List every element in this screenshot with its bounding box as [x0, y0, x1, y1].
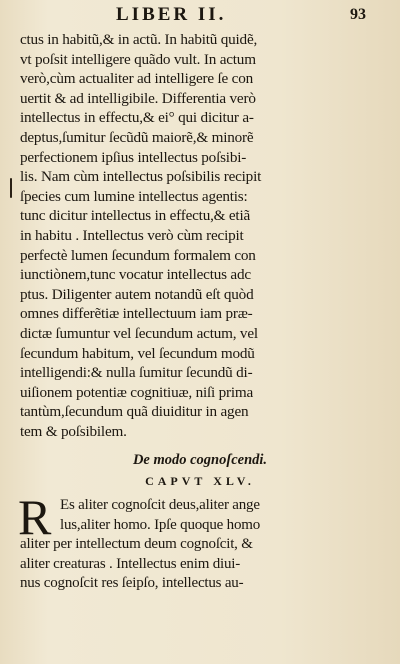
text-line: Es aliter cognoſcit deus,aliter ange	[60, 497, 260, 513]
margin-bracket-mark	[10, 178, 12, 198]
body-text	[20, 30, 375, 441]
text-line: nus cognoſcit res ſeipſo, intellectus au-	[20, 575, 244, 592]
text-line: ptus. Diligenter autem notandũ eſt quòd	[20, 285, 254, 303]
text-line: in habitu . Intellectus verò cùm recipit	[20, 226, 244, 244]
text-line: perfectionem ipſius intellectus poſsibi-	[20, 148, 247, 166]
text-line: perfectè lumen ſecundum formalem con	[20, 246, 256, 264]
text-line: iunctiònem,tunc vocatur intellectus adc	[20, 266, 251, 284]
text-line: omnes differẽtiæ intellectuum iam præ-	[20, 305, 253, 323]
running-title: LIBER II.	[116, 4, 227, 25]
closing-text	[20, 535, 380, 594]
section-heading: De modo cognoſcendi.	[132, 452, 268, 468]
text-line: deptus,ſumitur ſecũdũ maiorẽ,& minorẽ	[20, 128, 254, 146]
running-head	[36, 4, 366, 26]
text-line: uiſionem potentiæ cognitiuæ, niſi prima	[20, 383, 254, 401]
dropcap-text	[60, 496, 380, 535]
chapter-label: CAPVT XLV.	[145, 474, 255, 488]
text-line: vt poſsit intelligere quãdo vult. In actum	[20, 50, 256, 68]
text-line: tem & poſsibilem.	[20, 422, 127, 440]
text-line: aliter creaturas . Intellectus enim diui-	[20, 555, 241, 572]
text-line: dictæ ſumuntur vel ſecundum actum, vel	[20, 324, 258, 342]
text-line: ctus in habitũ,& in actũ. In habitũ quidẽ,	[20, 31, 258, 48]
text-line: tunc dicitur intellectus in effectu,& etiã	[20, 207, 251, 225]
drop-cap-initial: R	[18, 489, 52, 545]
text-line: lus,aliter homo. Ipſe quoque homo	[60, 516, 261, 533]
text-line: aliter per intellectum deum cognoſcit, &	[20, 536, 253, 552]
text-line: intelligendi:& nulla ſumitur ſecundũ di-	[20, 364, 253, 382]
text-line: verò,cùm actualiter ad intelligere ſe con	[20, 70, 253, 88]
text-line: ſecundum habitum, vel ſecundum modũ	[20, 344, 255, 362]
text-line: uertit & ad intelligibile. Differentia verò	[20, 89, 256, 107]
text-line: tantùm,ſecundum quã diuiditur in agen	[20, 403, 249, 421]
page-number: 93	[350, 6, 366, 23]
text-line: lis. Nam cùm intellectus poſsibilis recipit	[20, 168, 262, 186]
text-line: ſpecies cum lumine intellectus agentis:	[20, 187, 248, 205]
text-line: intellectus in effectu,& ei° qui dicitur a-	[20, 109, 254, 127]
